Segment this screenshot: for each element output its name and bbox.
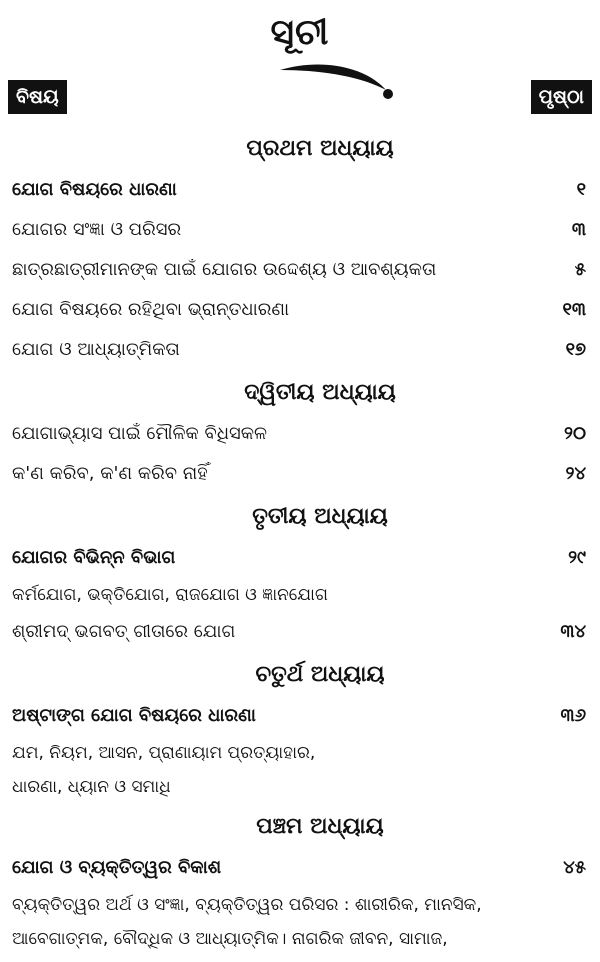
chapter-2 (0, 372, 600, 494)
entry-page: ୧୭ (565, 339, 586, 360)
page-column-label: ପୃଷ୍ଠା (531, 80, 592, 114)
toc-entry[interactable] (0, 848, 600, 888)
entry-page: ୫ (574, 259, 586, 280)
entry-page: ୨୦ (564, 423, 586, 444)
toc-entry[interactable] (0, 696, 600, 736)
toc-entry[interactable] (0, 290, 600, 330)
entry-title: ଯୋଗର ବିଭିନ୍ନ ବିଭାଗ (12, 547, 176, 568)
entry-title: ଅଷ୍ଟାଙ୍ଗ ଯୋଗ ବିଷୟରେ ଧାରଣା (12, 705, 256, 726)
entry-subtopics: ଯମ, ନିୟମ, ଆସନ, ପ୍ରାଣାୟାମ ପ୍ରତ୍ୟାହାର, (12, 743, 316, 763)
entry-title: ଛାତ୍ରଛାତ୍ରୀମାନଙ୍କ ପାଇଁ ଯୋଗର ଉଦ୍ଦେଶ୍ୟ ଓ ଆବଶ୍ୟକତା (12, 259, 437, 280)
entry-title: ଯୋଗ ବିଷୟରେ ଧାରଣା (12, 179, 177, 200)
chapter-heading: ଚତୁର୍ଥ ଅଧ୍ୟାୟ (255, 662, 385, 687)
chapter-heading: ତୃତୀୟ ଅଧ୍ୟାୟ (252, 504, 388, 529)
toc-entry[interactable] (0, 170, 600, 210)
chapter-heading: ପଞ୍ଚମ ଅଧ୍ୟାୟ (256, 814, 384, 839)
entry-page: ୩ (571, 219, 586, 240)
entry-page: ୨୪ (565, 463, 586, 484)
entry-title: ଯୋଗର ସଂଜ୍ଞା ଓ ପରିସର (12, 219, 182, 240)
subject-column-label: ବିଷୟ (8, 80, 67, 114)
toc-entry[interactable] (0, 330, 600, 370)
toc-entry[interactable] (0, 612, 600, 652)
toc-entry[interactable] (0, 538, 600, 578)
entry-page: ୧ (576, 179, 586, 200)
chapter-4 (0, 654, 600, 804)
entry-page: ୩୬ (560, 705, 586, 726)
entry-title: ଶ୍ରୀମଦ୍ ଭଗବତ୍ ଗୀତାରେ ଯୋଗ (12, 621, 236, 642)
entry-subtopics: ଆବେଗାତ୍ମକ, ବୌଦ୍ଧିକ ଓ ଆଧ୍ୟାତ୍ମିକ। ନାଗରିକ ଜୀବନ, ସାମାଜ, (12, 929, 448, 949)
entry-subtopics: ବ୍ୟକ୍ତିତ୍ୱର ଅର୍ଥ ଓ ସଂଜ୍ଞା, ବ୍ୟକ୍ତିତ୍ୱର ପରିସର : ଶାରୀରିକ, ମାନସିକ, (12, 895, 482, 915)
entry-subtopics: ଧାରଣା, ଧ୍ୟାନ ଓ ସମାଧି (12, 777, 171, 797)
entry-page: ୨୯ (568, 547, 586, 568)
entry-page: ୩୪ (560, 621, 586, 642)
entry-title: ଯୋଗ ଓ ଆଧ୍ୟାତ୍ମିକତା (12, 339, 180, 360)
toc-entry[interactable] (0, 250, 600, 290)
chapter-heading: ଦ୍ୱିତୀୟ ଅଧ୍ୟାୟ (244, 380, 396, 405)
entry-title: କ'ଣ କରିବ, କ'ଣ କରିବ ନାହିଁ (12, 463, 208, 484)
swoosh-ornament-icon (270, 56, 400, 102)
entry-title: ଯୋଗ ଓ ବ୍ୟକ୍ତିତ୍ୱର ବିକାଶ (12, 857, 222, 878)
entry-subtopics: କର୍ମଯୋଗ, ଭକ୍ତିଯୋଗ, ରାଜଯୋଗ ଓ ଜ୍ଞାନଯୋଗ (12, 585, 328, 605)
chapter-heading: ପ୍ରଥମ ଅଧ୍ୟାୟ (246, 136, 394, 161)
entry-page: ୧୩ (562, 299, 586, 320)
toc-entry[interactable] (0, 414, 600, 454)
entry-page: ୪୫ (563, 857, 586, 878)
chapter-1 (0, 128, 600, 370)
chapter-3 (0, 496, 600, 652)
table-of-contents (0, 128, 600, 958)
page-title: ସୂଚୀ (270, 12, 330, 53)
chapter-5 (0, 806, 600, 956)
entry-title: ଯୋଗ ବିଷୟରେ ରହିଥିବା ଭ୍ରାନ୍ତଧାରଣା (12, 299, 290, 320)
entry-title: ଯୋଗାଭ୍ୟାସ ପାଇଁ ମୌଳିକ ବିଧିସକଳ (12, 423, 268, 444)
toc-entry[interactable] (0, 454, 600, 494)
toc-entry[interactable] (0, 210, 600, 250)
